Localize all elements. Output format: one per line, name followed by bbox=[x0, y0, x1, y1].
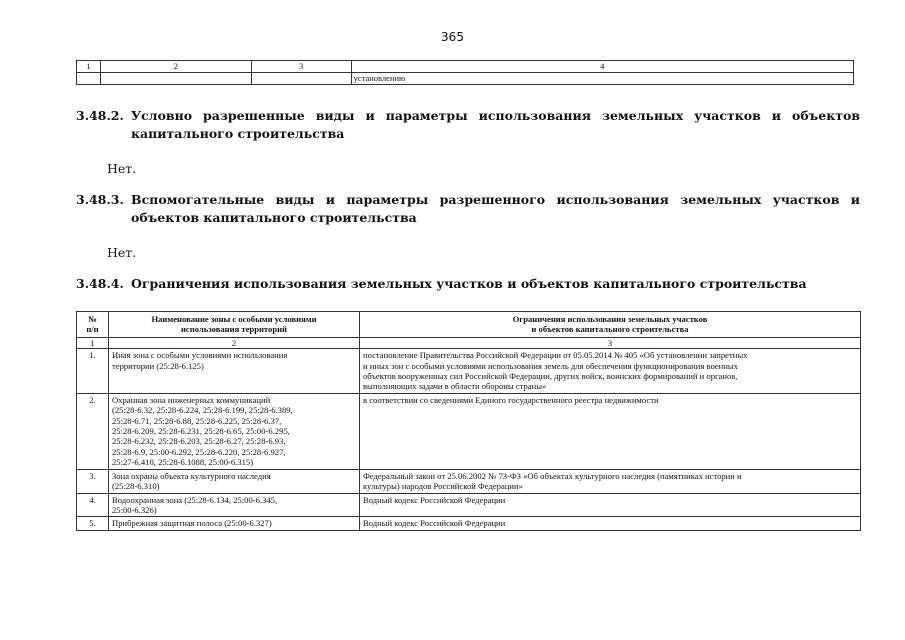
table-row bbox=[77, 349, 861, 394]
restriction-cell: Водный кодекс Российской Федерации bbox=[360, 493, 861, 517]
section-number: 3.48.3. bbox=[76, 192, 124, 207]
table-row bbox=[77, 393, 861, 469]
continued-table bbox=[76, 60, 854, 85]
table-cell bbox=[251, 73, 351, 85]
zone-cell: Иная зона с особыми условиями использования территории (25:28-6.125) bbox=[109, 349, 360, 394]
table-row bbox=[77, 73, 854, 85]
row-number: 3. bbox=[77, 469, 109, 493]
restriction-cell: постановление Правительства Российской Федерации от 05.05.2014 № 405 «Об установлении запретных и иных зон с особыми условиями использования земель для обеспечения функционирования военных объектов вооруженных сил Российской Федерации, других войск, воинских формирований и органов, выполняющих задачи в области обороны страны» bbox=[360, 349, 861, 394]
page-number: 365 bbox=[441, 30, 464, 44]
column-index: 2 bbox=[109, 337, 360, 348]
column-number: 1 bbox=[77, 61, 101, 73]
table-cell: установлению bbox=[351, 73, 853, 85]
section-heading-3-48-4 bbox=[76, 275, 860, 293]
zone-cell: Водоохранная зона (25:28-6.134, 25:00-6.345, 25:00-6.326) bbox=[109, 493, 360, 517]
table-header-row bbox=[77, 312, 861, 338]
zone-cell: Зона охраны объекта культурного наследия (25:28-6.310) bbox=[109, 469, 360, 493]
row-number: 1. bbox=[77, 349, 109, 394]
row-number: 2. bbox=[77, 393, 109, 469]
column-header-number: № п/п bbox=[77, 312, 109, 338]
zone-cell: Прибрежная защитная полоса (25:00-6.327) bbox=[109, 517, 360, 530]
table-row bbox=[77, 517, 861, 530]
section-number: 3.48.4. bbox=[76, 276, 124, 291]
section-body: Нет. bbox=[107, 161, 137, 176]
row-number: 5. bbox=[77, 517, 109, 530]
column-index: 3 bbox=[360, 337, 861, 348]
restriction-cell: в соответствии со сведениями Единого государственного реестра недвижимости bbox=[360, 393, 861, 469]
column-number: 2 bbox=[100, 61, 251, 73]
table-row bbox=[77, 493, 861, 517]
section-number: 3.48.2. bbox=[76, 108, 124, 123]
column-number: 3 bbox=[251, 61, 351, 73]
zone-cell: Охранная зона инженерных коммуникаций (25:28-6.32, 25:28-6.224, 25:28-6.199, 25:28-6.389, 25:28-6.71, 25:28-6.88, 25:28-6.225, 25:28-6.37, 25:28-6.209, 25:28-6.231, 25:28-6.65, 25:00-6.295, 25:28-6.232, 25:28-6.203, 25:28-6.27, 25:28-6.93, 25:28-6.9, 25:00-6.292, 25:28-6.220, 25:28-6.927, 25:27-6.410, 25:28-6.1088, 25:00-6.315) bbox=[109, 393, 360, 469]
restriction-cell: Федеральный закон от 25.06.2002 № 73-ФЗ «Об объектах культурного наследия (памятниках истории и культуры) народов Российской Федерации» bbox=[360, 469, 861, 493]
table-cell bbox=[100, 73, 251, 85]
restrictions-table bbox=[76, 311, 861, 531]
column-header-zone: Наименование зоны с особыми условиями использования территорий bbox=[109, 312, 360, 338]
column-number: 4 bbox=[351, 61, 853, 73]
section-title: Вспомогательные виды и параметры разрешенного использования земельных участков и объектов капитального строительства bbox=[131, 192, 860, 225]
section-body: Нет. bbox=[107, 245, 137, 260]
table-header-row bbox=[77, 61, 854, 73]
section-heading-3-48-2 bbox=[76, 107, 860, 143]
table-cell bbox=[77, 73, 101, 85]
section-title: Ограничения использования земельных участков и объектов капитального строительства bbox=[131, 276, 807, 291]
row-number: 4. bbox=[77, 493, 109, 517]
column-index-row bbox=[77, 337, 861, 348]
restriction-cell: Водный кодекс Российской Федерации bbox=[360, 517, 861, 530]
column-header-restriction: Ограничения использования земельных участков и объектов капитального строительства bbox=[360, 312, 861, 338]
column-index: 1 bbox=[77, 337, 109, 348]
section-heading-3-48-3 bbox=[76, 191, 860, 227]
table-row bbox=[77, 469, 861, 493]
section-title: Условно разрешенные виды и параметры использования земельных участков и объектов капитального строительства bbox=[131, 108, 860, 141]
